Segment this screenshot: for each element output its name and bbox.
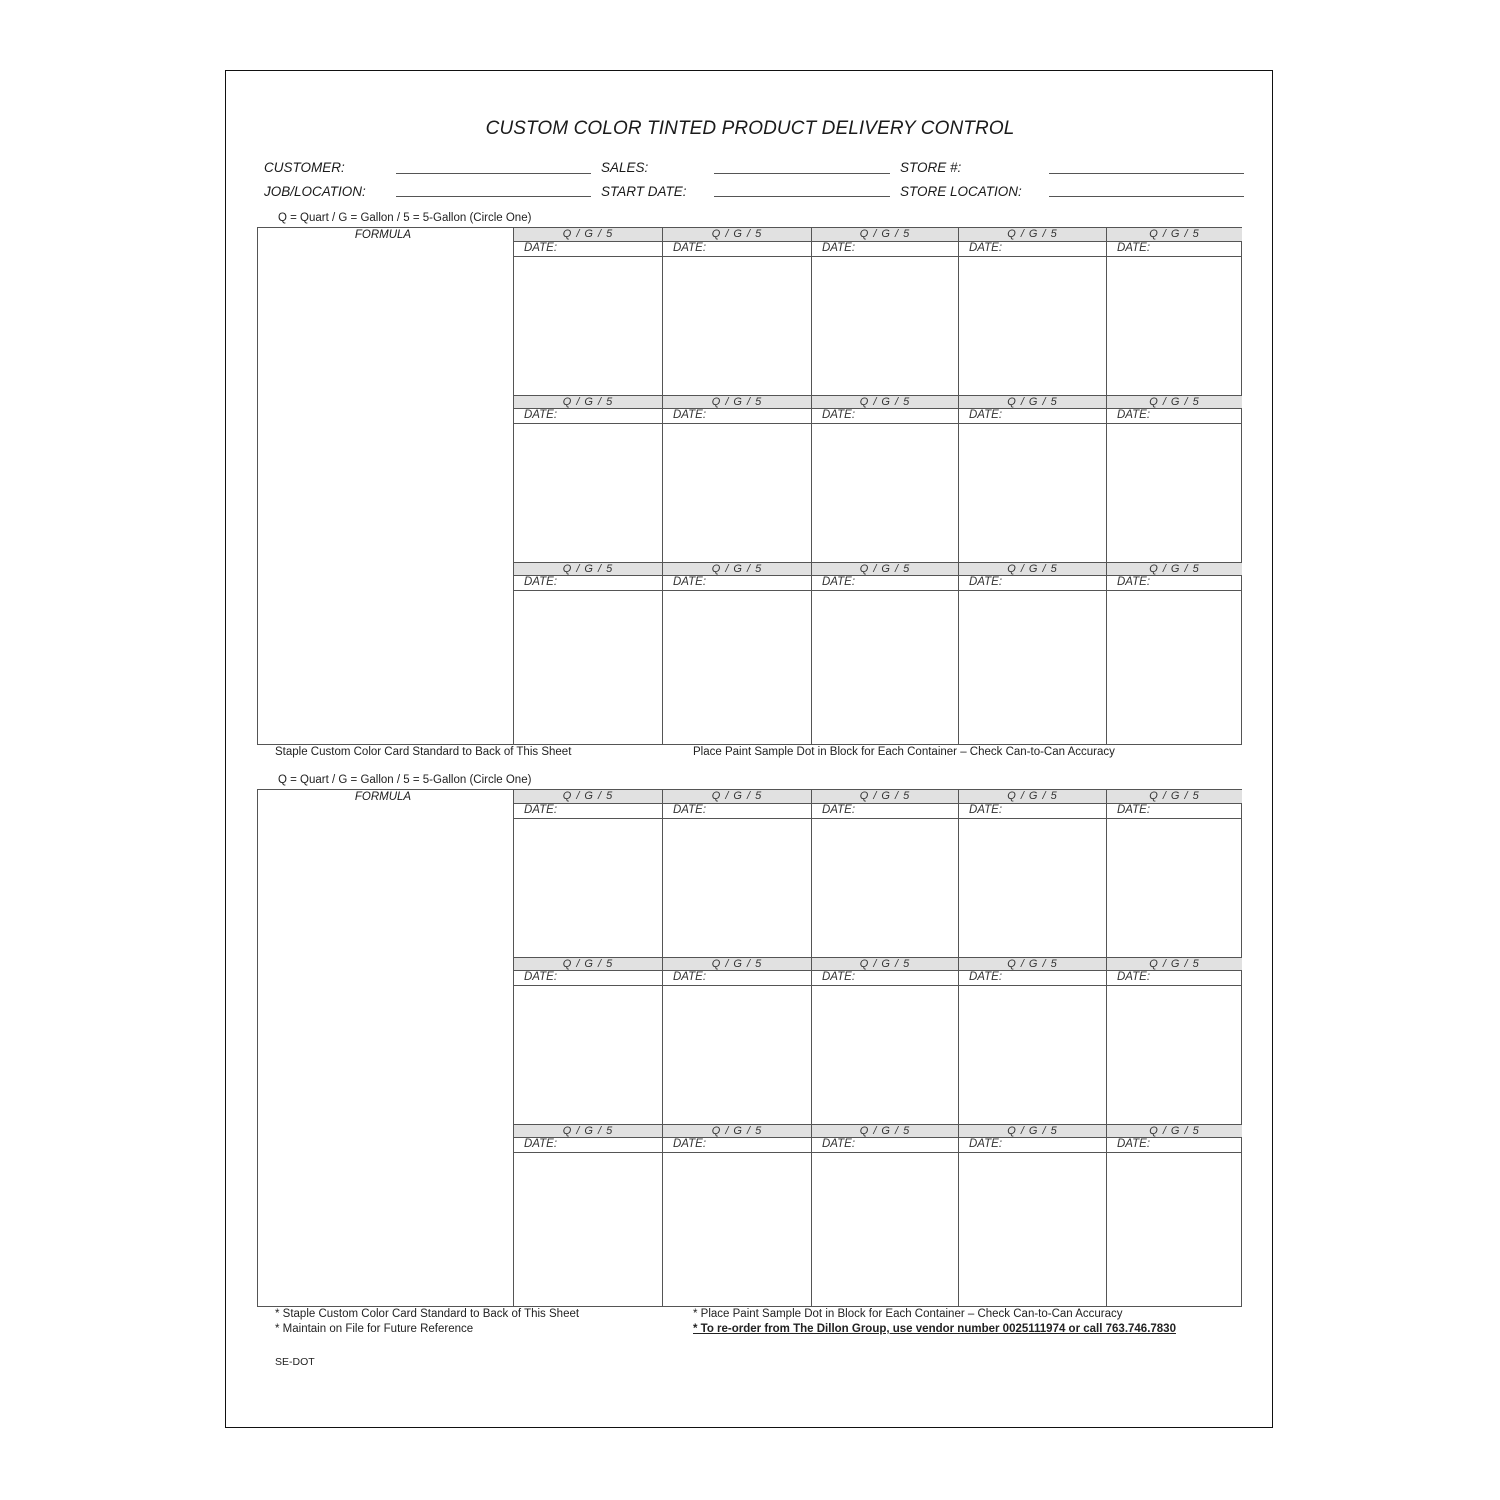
size-option-band[interactable]: Q / G / 5 <box>1107 957 1242 971</box>
sample-dot-note: Place Paint Sample Dot in Block for Each Container – Check Can-to-Can Accuracy <box>693 746 1115 758</box>
size-option-band[interactable]: Q / G / 5 <box>663 1124 811 1138</box>
job-location-label: JOB/LOCATION: <box>264 184 366 199</box>
date-field[interactable]: DATE: <box>514 1138 662 1153</box>
size-option-band[interactable]: Q / G / 5 <box>514 1124 662 1138</box>
size-key-note: Q = Quart / G = Gallon / 5 = 5-Gallon (Circle One) <box>278 212 532 224</box>
paint-sample-block[interactable] <box>514 819 662 957</box>
customer-label: CUSTOMER: <box>264 160 345 175</box>
date-field[interactable]: DATE: <box>663 409 811 424</box>
size-option-band[interactable]: Q / G / 5 <box>959 562 1106 576</box>
size-option-band[interactable]: Q / G / 5 <box>514 957 662 971</box>
container-cell[interactable] <box>514 228 662 395</box>
size-key-note: Q = Quart / G = Gallon / 5 = 5-Gallon (Circle One) <box>278 774 532 786</box>
date-field[interactable]: DATE: <box>959 971 1106 986</box>
date-field[interactable]: DATE: <box>959 804 1106 819</box>
size-option-band[interactable]: Q / G / 5 <box>812 790 958 804</box>
date-field[interactable]: DATE: <box>1107 971 1242 986</box>
container-cell[interactable] <box>514 562 662 744</box>
date-field[interactable]: DATE: <box>812 971 958 986</box>
size-option-band[interactable]: Q / G / 5 <box>1107 790 1242 804</box>
paint-sample-block[interactable] <box>959 424 1106 562</box>
container-cell[interactable] <box>662 790 811 957</box>
container-cell[interactable] <box>662 228 811 395</box>
paint-sample-block[interactable] <box>812 1153 958 1306</box>
paint-sample-block[interactable] <box>514 591 662 744</box>
container-cell[interactable] <box>958 562 1106 744</box>
store-location-label: STORE LOCATION: <box>900 184 1022 199</box>
date-field[interactable]: DATE: <box>514 576 662 591</box>
paint-sample-block[interactable] <box>812 424 958 562</box>
formula-grid-2 <box>257 789 1242 1307</box>
container-cell[interactable] <box>811 562 958 744</box>
date-field[interactable]: DATE: <box>959 409 1106 424</box>
date-field[interactable]: DATE: <box>1107 1138 1242 1153</box>
container-cell[interactable] <box>811 957 958 1124</box>
size-option-band[interactable]: Q / G / 5 <box>812 562 958 576</box>
container-cell[interactable] <box>662 957 811 1124</box>
size-option-band[interactable]: Q / G / 5 <box>812 395 958 409</box>
size-option-band[interactable]: Q / G / 5 <box>959 228 1106 242</box>
date-field[interactable]: DATE: <box>1107 576 1242 591</box>
paint-sample-block[interactable] <box>663 257 811 395</box>
paint-sample-block[interactable] <box>1107 986 1242 1124</box>
size-option-band[interactable]: Q / G / 5 <box>1107 228 1242 242</box>
container-cell[interactable] <box>662 562 811 744</box>
date-field[interactable]: DATE: <box>959 1138 1106 1153</box>
formula-label: FORMULA <box>354 229 412 241</box>
container-cell[interactable] <box>514 395 662 562</box>
staple-note: Staple Custom Color Card Standard to Back of This Sheet <box>275 746 572 758</box>
date-field[interactable]: DATE: <box>812 576 958 591</box>
formula-area[interactable] <box>258 790 514 1306</box>
date-field[interactable]: DATE: <box>663 804 811 819</box>
container-cell[interactable] <box>1106 395 1242 562</box>
size-option-band[interactable]: Q / G / 5 <box>514 562 662 576</box>
paint-sample-block[interactable] <box>959 591 1106 744</box>
container-cell[interactable] <box>958 1124 1106 1306</box>
container-cell[interactable] <box>958 395 1106 562</box>
paint-sample-block[interactable] <box>959 986 1106 1124</box>
start-date-label: START DATE: <box>601 184 687 199</box>
paint-sample-block[interactable] <box>663 424 811 562</box>
size-option-band[interactable]: Q / G / 5 <box>959 395 1106 409</box>
container-cell[interactable] <box>958 790 1106 957</box>
date-field[interactable]: DATE: <box>959 242 1106 257</box>
paint-sample-block[interactable] <box>959 819 1106 957</box>
paint-sample-block[interactable] <box>1107 424 1242 562</box>
reorder-note: * To re-order from The Dillon Group, use vendor number 0025111974 or call 763.746.7830 <box>693 1323 1176 1335</box>
container-cell[interactable] <box>811 228 958 395</box>
store-number-label: STORE #: <box>900 160 962 175</box>
store-number-field[interactable] <box>1049 173 1244 174</box>
date-field[interactable]: DATE: <box>663 1138 811 1153</box>
date-field[interactable]: DATE: <box>812 804 958 819</box>
paint-sample-block[interactable] <box>1107 591 1242 744</box>
size-option-band[interactable]: Q / G / 5 <box>812 957 958 971</box>
container-cell[interactable] <box>514 790 662 957</box>
date-field[interactable]: DATE: <box>514 242 662 257</box>
date-field[interactable]: DATE: <box>812 409 958 424</box>
paint-sample-block[interactable] <box>514 257 662 395</box>
date-field[interactable]: DATE: <box>663 971 811 986</box>
size-option-band[interactable]: Q / G / 5 <box>959 790 1106 804</box>
formula-area[interactable] <box>258 228 514 744</box>
form-code: SE-DOT <box>275 1356 315 1368</box>
paint-sample-block[interactable] <box>812 257 958 395</box>
container-cell[interactable] <box>811 1124 958 1306</box>
container-cell[interactable] <box>811 395 958 562</box>
paint-sample-block[interactable] <box>663 986 811 1124</box>
job-location-field[interactable] <box>396 196 591 197</box>
date-field[interactable]: DATE: <box>514 804 662 819</box>
form-title: CUSTOM COLOR TINTED PRODUCT DELIVERY CONTROL <box>485 118 1015 139</box>
paint-sample-block[interactable] <box>812 591 958 744</box>
date-field[interactable]: DATE: <box>514 409 662 424</box>
sales-field[interactable] <box>714 173 890 174</box>
date-field[interactable]: DATE: <box>663 576 811 591</box>
size-option-band[interactable]: Q / G / 5 <box>663 395 811 409</box>
paint-sample-block[interactable] <box>514 986 662 1124</box>
size-option-band[interactable]: Q / G / 5 <box>812 1124 958 1138</box>
sales-label: SALES: <box>601 160 649 175</box>
size-option-band[interactable]: Q / G / 5 <box>663 957 811 971</box>
date-field[interactable]: DATE: <box>663 242 811 257</box>
paint-sample-block[interactable] <box>812 819 958 957</box>
formula-grid-1 <box>257 227 1242 745</box>
store-location-field[interactable] <box>1049 196 1244 197</box>
container-cell[interactable] <box>811 790 958 957</box>
size-option-band[interactable]: Q / G / 5 <box>514 228 662 242</box>
container-cell[interactable] <box>1106 1124 1242 1306</box>
paint-sample-block[interactable] <box>514 424 662 562</box>
size-option-band[interactable]: Q / G / 5 <box>1107 395 1242 409</box>
paint-sample-block[interactable] <box>959 1153 1106 1306</box>
sample-dot-note: * Place Paint Sample Dot in Block for Each Container – Check Can-to-Can Accuracy <box>693 1308 1123 1320</box>
paint-sample-block[interactable] <box>663 819 811 957</box>
container-cell[interactable] <box>958 957 1106 1124</box>
size-option-band[interactable]: Q / G / 5 <box>959 957 1106 971</box>
container-cell[interactable] <box>514 1124 662 1306</box>
size-option-band[interactable]: Q / G / 5 <box>1107 1124 1242 1138</box>
paint-sample-block[interactable] <box>663 591 811 744</box>
start-date-field[interactable] <box>714 196 890 197</box>
date-field[interactable]: DATE: <box>959 576 1106 591</box>
paint-sample-block[interactable] <box>1107 1153 1242 1306</box>
customer-field[interactable] <box>396 173 591 174</box>
container-cell[interactable] <box>1106 957 1242 1124</box>
size-option-band[interactable]: Q / G / 5 <box>514 790 662 804</box>
date-field[interactable]: DATE: <box>1107 804 1242 819</box>
container-cell[interactable] <box>1106 228 1242 395</box>
size-option-band[interactable]: Q / G / 5 <box>663 790 811 804</box>
size-option-band[interactable]: Q / G / 5 <box>959 1124 1106 1138</box>
container-cell[interactable] <box>1106 790 1242 957</box>
maintain-note: * Maintain on File for Future Reference <box>275 1323 474 1335</box>
paint-sample-block[interactable] <box>812 986 958 1124</box>
container-cell[interactable] <box>662 1124 811 1306</box>
size-option-band[interactable]: Q / G / 5 <box>514 395 662 409</box>
staple-note: * Staple Custom Color Card Standard to Back of This Sheet <box>275 1308 580 1320</box>
formula-label: FORMULA <box>354 791 412 803</box>
container-cell[interactable] <box>662 395 811 562</box>
paint-sample-block[interactable] <box>1107 819 1242 957</box>
paint-sample-block[interactable] <box>1107 257 1242 395</box>
size-option-band[interactable]: Q / G / 5 <box>812 228 958 242</box>
paint-sample-block[interactable] <box>514 1153 662 1306</box>
paint-sample-block[interactable] <box>663 1153 811 1306</box>
size-option-band[interactable]: Q / G / 5 <box>663 228 811 242</box>
container-cell[interactable] <box>1106 562 1242 744</box>
size-option-band[interactable]: Q / G / 5 <box>1107 562 1242 576</box>
date-field[interactable]: DATE: <box>812 242 958 257</box>
date-field[interactable]: DATE: <box>1107 242 1242 257</box>
container-cell[interactable] <box>514 957 662 1124</box>
date-field[interactable]: DATE: <box>514 971 662 986</box>
date-field[interactable]: DATE: <box>812 1138 958 1153</box>
size-option-band[interactable]: Q / G / 5 <box>663 562 811 576</box>
container-cell[interactable] <box>958 228 1106 395</box>
paint-sample-block[interactable] <box>959 257 1106 395</box>
date-field[interactable]: DATE: <box>1107 409 1242 424</box>
